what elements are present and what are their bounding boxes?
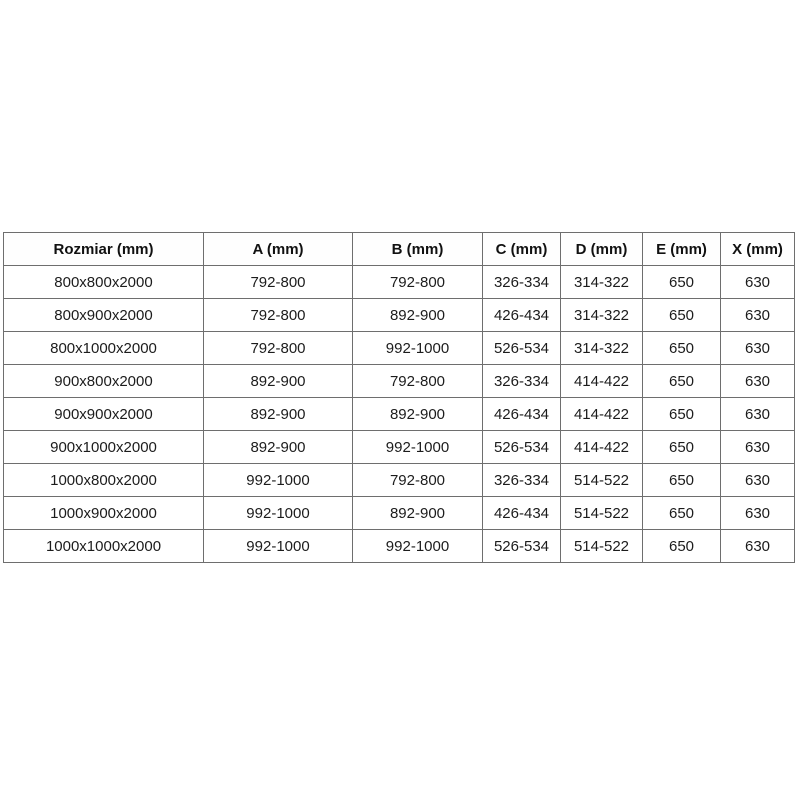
table-row <box>4 530 795 563</box>
table-cell-d: 314-322 <box>561 299 643 332</box>
table-row <box>4 365 795 398</box>
table-cell-b: 992-1000 <box>353 332 483 365</box>
table-cell-a: 892-900 <box>204 398 353 431</box>
table-cell-rozmiar: 900x900x2000 <box>4 398 204 431</box>
column-header-b: B (mm) <box>353 233 483 266</box>
table-row <box>4 497 795 530</box>
table-cell-c: 426-434 <box>483 299 561 332</box>
table-cell-x: 630 <box>721 431 795 464</box>
table-cell-e: 650 <box>643 464 721 497</box>
table-cell-d: 314-322 <box>561 266 643 299</box>
table-cell-e: 650 <box>643 398 721 431</box>
table-cell-x: 630 <box>721 332 795 365</box>
table-cell-d: 414-422 <box>561 398 643 431</box>
table-cell-x: 630 <box>721 530 795 563</box>
table-cell-b: 792-800 <box>353 464 483 497</box>
table-cell-b: 892-900 <box>353 299 483 332</box>
table-cell-c: 526-534 <box>483 431 561 464</box>
table-cell-rozmiar: 900x800x2000 <box>4 365 204 398</box>
header-row <box>4 233 795 266</box>
table-cell-a: 792-800 <box>204 266 353 299</box>
table-row <box>4 398 795 431</box>
table-cell-rozmiar: 800x1000x2000 <box>4 332 204 365</box>
table-cell-b: 992-1000 <box>353 431 483 464</box>
table-cell-b: 992-1000 <box>353 530 483 563</box>
table-cell-c: 426-434 <box>483 398 561 431</box>
table-cell-d: 414-422 <box>561 431 643 464</box>
table-cell-x: 630 <box>721 266 795 299</box>
table-cell-c: 326-334 <box>483 266 561 299</box>
column-header-rozmiar: Rozmiar (mm) <box>4 233 204 266</box>
table-cell-c: 326-334 <box>483 464 561 497</box>
table-cell-a: 892-900 <box>204 431 353 464</box>
table-cell-b: 892-900 <box>353 398 483 431</box>
table-cell-a: 992-1000 <box>204 497 353 530</box>
table-cell-x: 630 <box>721 299 795 332</box>
table-row <box>4 431 795 464</box>
table-cell-rozmiar: 1000x1000x2000 <box>4 530 204 563</box>
table-cell-d: 514-522 <box>561 464 643 497</box>
table-cell-rozmiar: 1000x800x2000 <box>4 464 204 497</box>
table-cell-e: 650 <box>643 431 721 464</box>
table-cell-x: 630 <box>721 464 795 497</box>
table-row <box>4 299 795 332</box>
table-cell-e: 650 <box>643 497 721 530</box>
table-cell-d: 514-522 <box>561 530 643 563</box>
table-cell-x: 630 <box>721 497 795 530</box>
table-cell-a: 892-900 <box>204 365 353 398</box>
column-header-x: X (mm) <box>721 233 795 266</box>
table-cell-e: 650 <box>643 365 721 398</box>
table-cell-d: 514-522 <box>561 497 643 530</box>
table-cell-a: 792-800 <box>204 299 353 332</box>
table-cell-rozmiar: 800x800x2000 <box>4 266 204 299</box>
table-cell-a: 992-1000 <box>204 464 353 497</box>
table-cell-c: 326-334 <box>483 365 561 398</box>
table-cell-d: 314-322 <box>561 332 643 365</box>
table-cell-c: 526-534 <box>483 530 561 563</box>
table-row <box>4 464 795 497</box>
table-cell-d: 414-422 <box>561 365 643 398</box>
table-cell-e: 650 <box>643 530 721 563</box>
table-cell-x: 630 <box>721 398 795 431</box>
table-cell-rozmiar: 900x1000x2000 <box>4 431 204 464</box>
table-cell-c: 426-434 <box>483 497 561 530</box>
table-cell-b: 792-800 <box>353 365 483 398</box>
table-cell-x: 630 <box>721 365 795 398</box>
table-row <box>4 266 795 299</box>
column-header-e: E (mm) <box>643 233 721 266</box>
table-cell-e: 650 <box>643 299 721 332</box>
table-cell-rozmiar: 800x900x2000 <box>4 299 204 332</box>
table-cell-e: 650 <box>643 266 721 299</box>
column-header-c: C (mm) <box>483 233 561 266</box>
table-cell-b: 892-900 <box>353 497 483 530</box>
table-cell-rozmiar: 1000x900x2000 <box>4 497 204 530</box>
table-cell-a: 792-800 <box>204 332 353 365</box>
column-header-d: D (mm) <box>561 233 643 266</box>
table-row <box>4 332 795 365</box>
dimensions-table <box>3 232 795 563</box>
table-cell-e: 650 <box>643 332 721 365</box>
column-header-a: A (mm) <box>204 233 353 266</box>
table-cell-a: 992-1000 <box>204 530 353 563</box>
table-cell-b: 792-800 <box>353 266 483 299</box>
table-cell-c: 526-534 <box>483 332 561 365</box>
